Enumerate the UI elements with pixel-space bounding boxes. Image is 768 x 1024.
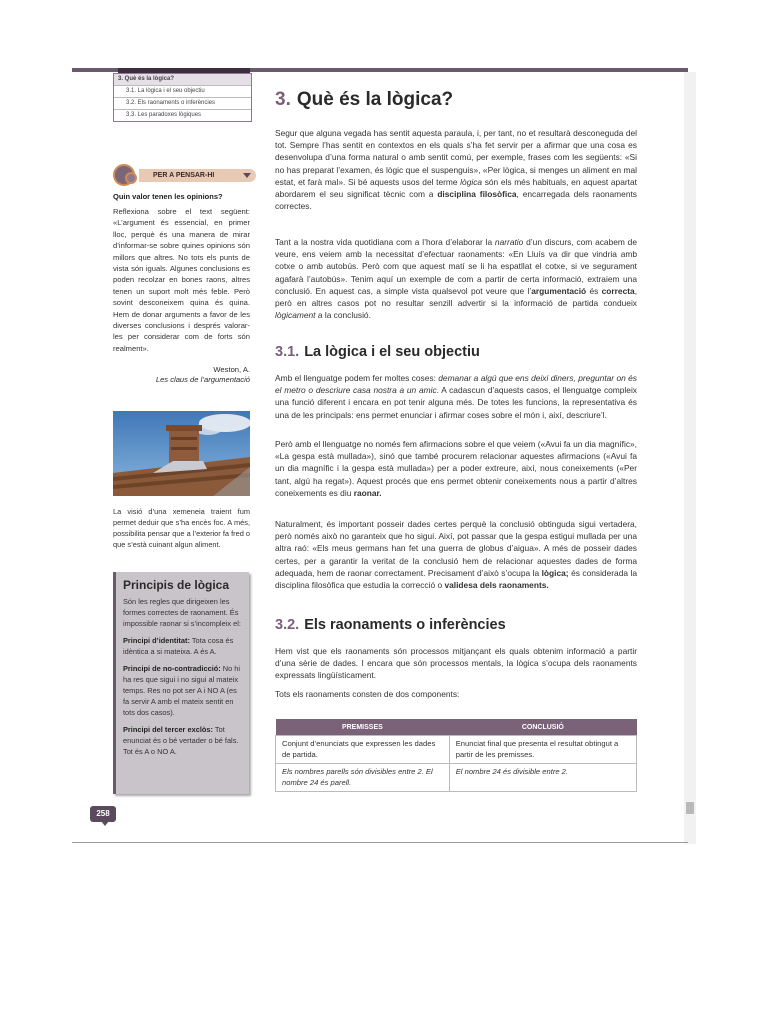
photo-caption: La visió d’una xemeneia traient fum permet deduir que s’ha encès foc. A més, possibilita pensar que a l’exterior fa fred o que s’està cuinant algun aliment. [113,507,250,549]
bottom-rule [72,842,688,843]
principle-name: Principi del tercer exclòs: [123,725,213,734]
principle-non-contradiction [123,663,242,718]
quote-author: Weston, A. [213,365,250,374]
principles-intro: Són les regles que dirigeixen les formes correctes de raonament. És impossible raonar si s’incompleix el: [123,597,241,628]
vertical-scrollbar[interactable] [684,72,696,844]
section-number: 3. [275,89,291,110]
paragraph: Hem vist que els raonaments són processos mitjançant els quals obtenim informació a partir d’una sèrie de dades. I encara que són processos mentals, la lògica s’ocupa dels raonaments expressats lingüísticament. [275,646,637,681]
table-row [276,764,637,792]
paragraph: Però amb el llenguatge no només fem afirmacions sobre el que veiem («Avui fa un dia magnífic», «La gespa està mullada»), sinó que també procurem relacionar aquestes afirmacions («Avui fa un dia magnífic i la gespa està mullada») per a poder extreure, així, nous coneixements («Per tant, algú ha regat»). Aquest procés que ens permet obtenir coneixements nous a partir d’altres coneixements es diu raonar. [275,439,637,498]
scrollbar-thumb[interactable] [686,802,694,814]
subsection-title [275,344,480,360]
subsection-number: 3.1. [275,344,300,360]
section-title-text: Què és la lògica? [296,89,454,110]
paragraph: Tant a la nostra vida quotidiana com a l’hora d’elaborar la narratio d’un discurs, com acabem de veure, ens veiem amb la necessitat d’efectuar raonaments: «En Lluís va dir que vindria amb cotxe o amb autobús. Però com que aquest matí se li ha espatllat el cotxe, si ve segurament agafarà l’autobús». Tenim aquí un exemple de com a partir de certa informació, extraiem una conclusió. En aquest cas, a simple vista qualsevol pot veure que l’argumentació és correcta, però en altres casos pot no resultar senzill advertir si la informació de partida condueix lògicament a la conclusió. [275,237,638,321]
toc-item[interactable]: 3.3. Les paradoxes lògiques [126,112,202,118]
table-cell: Conjunt d’enunciats que expressen les dades de partida. [276,736,450,764]
table-cell: El nombre 24 és divisible entre 2. [449,764,636,792]
page-number: 258 [90,806,116,822]
toc-item[interactable]: 3. Què és la lògica? [114,74,251,86]
principle-text: Tot enunciat és o bé vertader o bé fals. Tot és A o NO A. [123,725,239,756]
principles-title: Principis de lògica [123,578,230,592]
paragraph: Tots els raonaments consten de dos components: [275,689,460,699]
think-label [139,169,256,182]
paragraph: Amb el llenguatge podem fer moltes coses: demanar a algú que ens deixi diners, preguntar on és el metro o descriure casa nostra a un amic. A cadascun d’aquests casos, el llenguatge compleix una funció diferent i encara en pot tenir alguna més. De totes les funcions, la representativa és una de les principals: ens permet enunciar i afirmar coses sobre el món i, així, descriure’l. [275,373,637,420]
table-of-contents [113,73,252,122]
toc-item[interactable]: 3.2. Els raonaments o inferències [114,98,251,110]
paragraph: Segur que alguna vegada has sentit aquesta paraula, i, per tant, no et resultarà desconeguda del tot. Sempre l’has sentit en contextos en els quals s’ha fet servir per a afirmar que una cosa es desenvolupa d’una forma natural o amb sentit comú, per exemple, frases com les següents: «Si no has preparat l’examen, és lògic que el suspenguis», «Per lògica, si menges un aliment en mal estat, et farà mal». Si bé aquests usos del terme lògica són els més habituals, en aquest apartat abordarem el seu significat tècnic com a disciplina filosòfica, encarregada dels raonaments correctes. [275,128,637,212]
principle-text: No hi ha res que sigui i no sigui al mateix temps. Res no pot ser A i NO A (es fa servir A amb el mateix sentit en tots dos casos). [123,664,241,717]
toc-item[interactable]: 3.1. La lògica i el seu objectiu [114,86,251,98]
quote-book: Les claus de l’argumentació [155,375,250,384]
principle-text: Tota cosa és idèntica a si mateixa. A és A. [123,636,234,656]
principle-name: Principi d’identitat: [123,636,190,645]
chimney-photo [113,411,250,496]
section-title [275,89,453,111]
table-header: PREMISSES [276,719,450,736]
subsection-title-text: La lògica i el seu objectiu [304,344,480,360]
think-question: Quin valor tenen les opinions? [113,192,223,201]
subsection-title-text: Els raonaments o inferències [304,617,506,633]
table-row [276,736,637,764]
think-label-text: PER A PENSAR-HI [153,172,215,179]
principle-name: Principi de no-contradicció: [123,664,221,673]
think-text: Reflexiona sobre el text següent: «L’argument és essencial, en primer lloc, perquè és una manera de mirar d’informar-se sobre quines opinions són millors que altres. No tots els punts de vista són iguals. Algunes conclusions es poden recolzar en bones raons, altres tenen un suport molt més feble. Però sovint desconeixem quina és quina. Hem de donar arguments a favor de les diverses conclusions i després valorar-les per considerar com de forts són realment». [113,207,250,353]
table-cell: Els nombres parells són divisibles entre 2. El nombre 24 és parell. [276,764,450,792]
principle-excluded-middle [123,724,242,757]
subsection-title [275,617,506,633]
gear-small-icon [125,172,137,184]
table-cell: Enunciat final que presenta el resultat obtingut a partir de les premisses. [449,736,636,764]
think-header [113,164,256,186]
components-table [275,719,637,792]
table-header-row [276,719,637,736]
table-header: CONCLUSIÓ [449,719,636,736]
principles-box [113,572,249,794]
subsection-number: 3.2. [275,617,300,633]
paragraph: Naturalment, és important posseir dades certes perquè la conclusió obtinguda sigui vertadera, però només això no garanteix que ho sigui. Així, pot passar que la gespa estigui mullada per una altra raó: «Els meus germans han fet una guerra de globus d’aigua». A més de posseir dades certes, per a garantir la veritat de la conclusió hem de relacionar aquestes dades de forma adequada, hem de raonar correctament. Precisament d’això s’ocupa la lògica; és considerada la disciplina filosòfica que estudia la correcció o validesa dels raonaments. [275,519,637,591]
chevron-down-icon [243,173,251,178]
principle-identity [123,635,242,657]
